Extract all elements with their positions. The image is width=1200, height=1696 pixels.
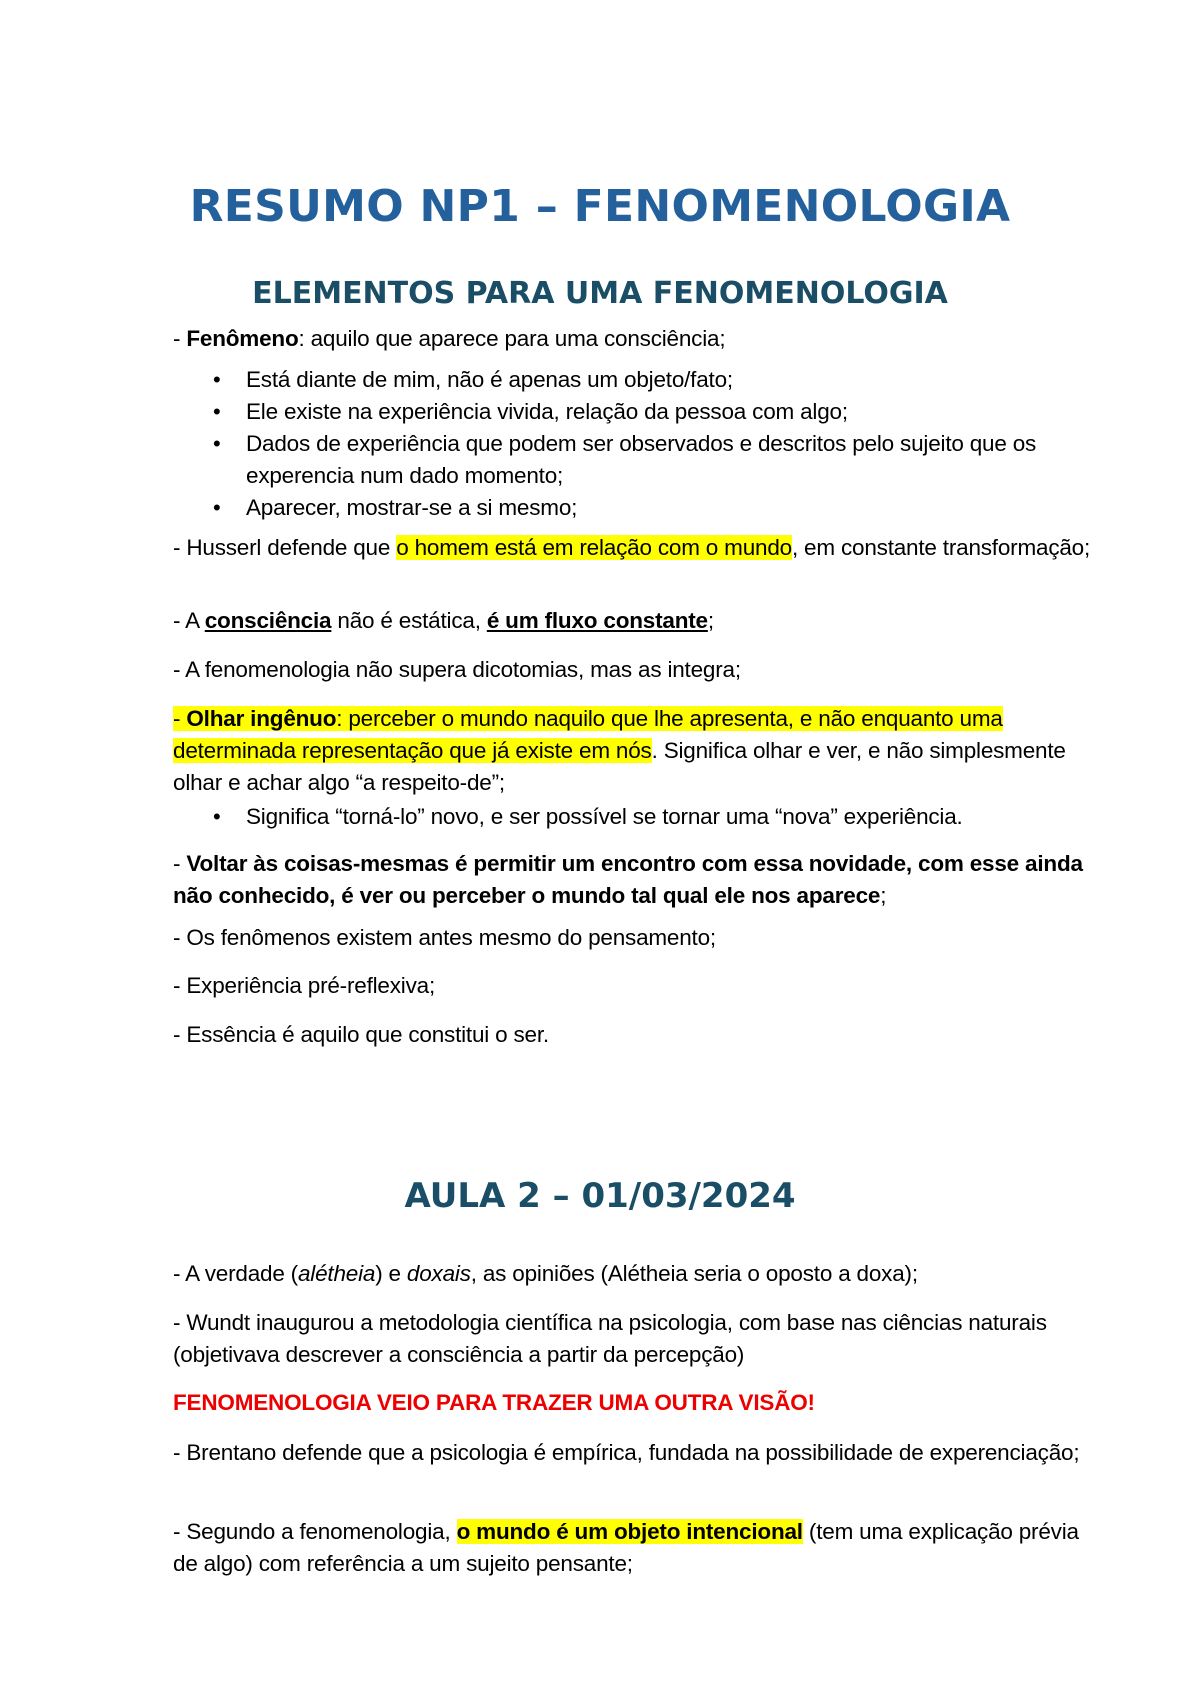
- term-fenomeno: Fenômeno: [186, 326, 299, 351]
- paragraph-objeto-intencional: [173, 1516, 1103, 1580]
- highlighted-text: o homem está em relação com o mundo: [396, 535, 792, 560]
- term-olhar-ingenuo: Olhar ingênuo: [186, 706, 337, 731]
- list-item: • Está diante de mim, não é apenas um objeto/fato;: [173, 364, 1103, 396]
- bullet-list-olhar: [173, 801, 1103, 833]
- text: ) e: [375, 1261, 407, 1286]
- text: ;: [880, 883, 887, 908]
- paragraph-voltar-coisas: [173, 848, 1103, 912]
- list-item: • Significa “torná-lo” novo, e ser possível se tornar uma “nova” experiência.: [173, 801, 1103, 833]
- bold-text: Voltar às coisas-mesmas é permitir um encontro com essa novidade, com esse ainda não conhecido, é ver ou perceber o mundo tal qual ele nos aparece: [173, 851, 1083, 908]
- text: - Husserl defende que: [173, 535, 397, 560]
- text: ;: [707, 608, 714, 633]
- paragraph-fenomeno: [173, 323, 1103, 355]
- text: - A verdade (: [173, 1261, 298, 1286]
- text: . Significa olhar e ver, e não simplesmente olhar e achar algo “a respeito-de”;: [173, 738, 1066, 795]
- text: - Segundo a fenomenologia,: [173, 1519, 457, 1544]
- highlighted-text: -: [173, 706, 187, 731]
- list-item: • Ele existe na experiência vivida, relação da pessoa com algo;: [173, 396, 1103, 428]
- text: , em constante transformação;: [791, 535, 1091, 560]
- bullet-list-fenomeno: [173, 364, 1103, 524]
- paragraph-brentano: - Brentano defende que a psicologia é empírica, fundada na possibilidade de experenciação;: [173, 1440, 1080, 1465]
- paragraph-olhar-ingenuo: [173, 703, 1103, 799]
- paragraph-husserl: [173, 532, 1103, 564]
- italic-term: doxais: [406, 1261, 471, 1286]
- italic-term: alétheia: [297, 1261, 376, 1286]
- list-item: • Aparecer, mostrar-se a si mesmo;: [173, 492, 1103, 524]
- document-title: RESUMO NP1 – FENOMENOLOGIA: [189, 181, 1011, 232]
- text: , as opiniões (Alétheia seria o oposto a doxa);: [470, 1261, 918, 1286]
- alert-statement: FENOMENOLOGIA VEIO PARA TRAZER UMA OUTRA VISÃO!: [173, 1390, 815, 1415]
- text: não é estática,: [331, 608, 487, 633]
- paragraph-dicotomias: - A fenomenologia não supera dicotomias, mas as integra;: [173, 657, 741, 682]
- dash: -: [173, 851, 187, 876]
- term-consciencia: consciência: [204, 608, 332, 633]
- paragraph-fenomenos: - Os fenômenos existem antes mesmo do pensamento;: [173, 925, 716, 950]
- paragraph-wundt: - Wundt inaugurou a metodologia científica na psicologia, com base nas ciências naturais (objetivava descrever a consciência a partir da percepção): [173, 1310, 1047, 1367]
- paragraph-consciencia: [173, 605, 1103, 637]
- text: (tem uma explicação prévia de algo) com referência a um sujeito pensante;: [173, 1519, 1079, 1576]
- list-item: • Dados de experiência que podem ser observados e descritos pelo sujeito que os experencia num dado momento;: [173, 428, 1103, 492]
- dash: -: [173, 326, 187, 351]
- highlighted-text: : perceber o mundo naquilo que lhe apresenta, e não enquanto uma determinada representação que já existe em nós: [173, 706, 1003, 763]
- highlighted-text: o mundo é um objeto intencional: [456, 1519, 803, 1544]
- paragraph-essencia: - Essência é aquilo que constitui o ser.: [173, 1022, 549, 1047]
- paragraph-verdade: [173, 1258, 1103, 1290]
- paragraph-pre-reflexiva: - Experiência pré-reflexiva;: [173, 973, 436, 998]
- definition-text: : aquilo que aparece para uma consciência;: [298, 326, 726, 351]
- text: - A: [173, 608, 205, 633]
- section-heading-aula2: AULA 2 – 01/03/2024: [404, 1176, 796, 1216]
- term-fluxo-constante: é um fluxo constante: [486, 608, 708, 633]
- section-heading-elementos: ELEMENTOS PARA UMA FENOMENOLOGIA: [252, 276, 948, 311]
